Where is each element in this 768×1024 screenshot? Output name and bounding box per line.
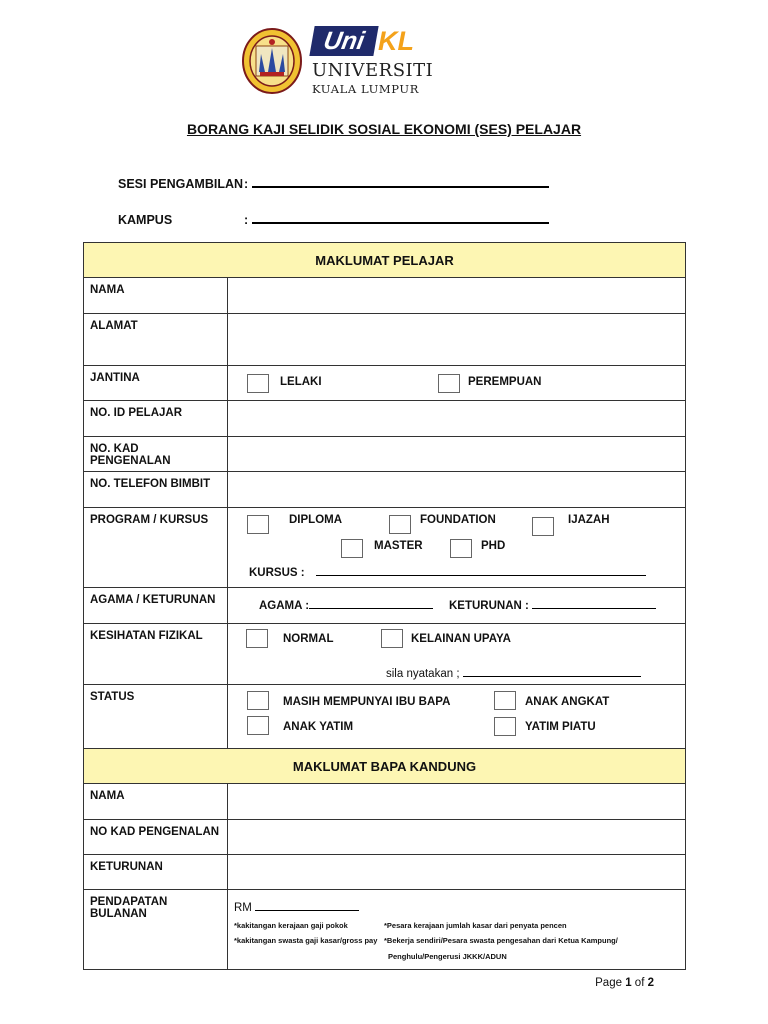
- page-word: Page: [595, 977, 622, 989]
- note-pesara-kerajaan: *Pesara kerajaan jumlah kasar dari penyata pencen: [384, 921, 567, 930]
- form-row: [84, 685, 686, 749]
- kesihatan-options: [228, 624, 686, 685]
- form-row: [84, 437, 686, 472]
- note-swasta: *kakitangan swasta gaji kasar/gross pay: [234, 936, 378, 945]
- ijazah-checkbox[interactable]: [532, 517, 554, 536]
- ijazah-label: IJAZAH: [568, 514, 610, 526]
- student-nama-label: NAMA: [84, 278, 228, 314]
- kad-pengenalan-label: NO. KAD PENGENALAN: [84, 437, 228, 472]
- form-row: [84, 401, 686, 437]
- university-logo: [242, 26, 432, 98]
- anak-yatim-checkbox[interactable]: [247, 716, 269, 735]
- keturunan-field: [449, 598, 656, 612]
- foundation-checkbox[interactable]: [389, 515, 411, 534]
- form-row: [84, 624, 686, 685]
- section-header-row: [84, 243, 686, 278]
- agama-field: [259, 598, 433, 612]
- master-checkbox[interactable]: [341, 539, 363, 558]
- section-header-row: [84, 749, 686, 784]
- brand-kl-text: KL: [378, 26, 414, 56]
- form-row: [84, 314, 686, 366]
- note-penghulu: Penghulu/Pengerusi JKKK/ADUN: [388, 952, 507, 961]
- form-row: [84, 890, 686, 970]
- anak-angkat-label: ANAK ANGKAT: [525, 696, 610, 708]
- agama-label: AGAMA :: [259, 600, 310, 612]
- lelaki-label: LELAKI: [280, 376, 322, 388]
- keturunan-input[interactable]: [532, 598, 656, 609]
- student-alamat-field[interactable]: [228, 314, 686, 366]
- kampus-input[interactable]: [252, 210, 549, 224]
- jantina-options: [228, 366, 686, 401]
- page-footer: [595, 977, 654, 989]
- lelaki-checkbox[interactable]: [247, 374, 269, 393]
- yatim-piatu-label: YATIM PIATU: [525, 721, 596, 733]
- kad-pengenalan-field[interactable]: [228, 437, 686, 472]
- program-options: [228, 508, 686, 588]
- foundation-label: FOUNDATION: [420, 514, 496, 526]
- of-word: of: [634, 977, 645, 989]
- agama-row-label: AGAMA / KETURUNAN: [84, 588, 228, 624]
- kampus-separator: :: [244, 213, 249, 227]
- anak-yatim-label: ANAK YATIM: [283, 721, 354, 733]
- ibu-bapa-checkbox[interactable]: [247, 691, 269, 710]
- father-nama-label: NAMA: [84, 784, 228, 820]
- university-city: KUALA LUMPUR: [312, 82, 419, 96]
- ibu-bapa-label: MASIH MEMPUNYAI IBU BAPA: [283, 696, 451, 708]
- pendapatan-label-line1: PENDAPATAN: [90, 896, 168, 908]
- father-keturunan-label: KETURUNAN: [84, 855, 228, 890]
- note-bekerja-sendiri: *Bekerja sendiri/Pesara swasta pengesahan dari Ketua Kampung/: [384, 936, 618, 945]
- rm-input[interactable]: [255, 900, 359, 911]
- father-keturunan-field[interactable]: [228, 855, 686, 890]
- father-kad-field[interactable]: [228, 820, 686, 855]
- university-name: UNIVERSITI: [312, 60, 434, 81]
- form-row: [84, 508, 686, 588]
- note-kerajaan: *kakitangan kerajaan gaji pokok: [234, 921, 348, 930]
- kelainan-upaya-checkbox[interactable]: [381, 629, 403, 648]
- brand-uni-text: Uni: [309, 26, 378, 56]
- telefon-label: NO. TELEFON BIMBIT: [84, 472, 228, 508]
- kursus-input[interactable]: [316, 565, 646, 576]
- status-label: STATUS: [84, 685, 228, 749]
- form-title: BORANG KAJI SELIDIK SOSIAL EKONOMI (SES) PELAJAR: [186, 121, 582, 137]
- kelainan-upaya-label: KELAINAN UPAYA: [411, 633, 511, 645]
- header-field-sesi: [118, 174, 549, 191]
- normal-checkbox[interactable]: [246, 629, 268, 648]
- total-pages: 2: [647, 977, 654, 989]
- rm-label: RM: [234, 902, 252, 914]
- kursus-label-text: KURSUS :: [249, 567, 305, 579]
- diploma-checkbox[interactable]: [247, 515, 269, 534]
- pendapatan-label-line2: BULANAN: [90, 908, 147, 920]
- header-field-kampus: [118, 210, 549, 227]
- program-label: PROGRAM / KURSUS: [84, 508, 228, 588]
- ses-form-table: [83, 242, 686, 970]
- status-options: [228, 685, 686, 749]
- normal-label: NORMAL: [283, 633, 334, 645]
- unikl-brand: [312, 26, 428, 56]
- student-nama-field[interactable]: [228, 278, 686, 314]
- specify-input[interactable]: [463, 666, 641, 677]
- university-seal-icon: [242, 28, 302, 94]
- perempuan-label: PEREMPUAN: [468, 376, 542, 388]
- student-alamat-label: ALAMAT: [84, 314, 228, 366]
- father-kad-label: NO KAD PENGENALAN: [84, 820, 228, 855]
- phd-label: PHD: [481, 540, 506, 552]
- id-pelajar-label: NO. ID PELAJAR: [84, 401, 228, 437]
- anak-angkat-checkbox[interactable]: [494, 691, 516, 710]
- specify-label: sila nyatakan ;: [386, 668, 460, 680]
- telefon-field[interactable]: [228, 472, 686, 508]
- father-nama-field[interactable]: [228, 784, 686, 820]
- form-row: [84, 784, 686, 820]
- kesihatan-label: KESIHATAN FIZIKAL: [84, 624, 228, 685]
- form-row: [84, 855, 686, 890]
- agama-fields: [228, 588, 686, 624]
- current-page: 1: [625, 977, 632, 989]
- jantina-label: JANTINA: [84, 366, 228, 401]
- sesi-label: SESI PENGAMBILAN: [118, 177, 244, 191]
- phd-checkbox[interactable]: [450, 539, 472, 558]
- form-row: [84, 278, 686, 314]
- keturunan-label: KETURUNAN :: [449, 600, 529, 612]
- pendapatan-field: [228, 890, 686, 970]
- form-row: [84, 820, 686, 855]
- sesi-separator: :: [244, 177, 249, 191]
- form-row: [84, 588, 686, 624]
- perempuan-checkbox[interactable]: [438, 374, 460, 393]
- specify-field: [386, 666, 641, 680]
- form-row: [84, 472, 686, 508]
- diploma-label: DIPLOMA: [289, 514, 343, 526]
- sesi-input[interactable]: [252, 174, 549, 188]
- agama-input[interactable]: [309, 598, 433, 609]
- master-label: MASTER: [374, 540, 423, 552]
- kursus-label: [249, 565, 646, 579]
- yatim-piatu-checkbox[interactable]: [494, 717, 516, 736]
- student-section-title: MAKLUMAT PELAJAR: [84, 243, 686, 278]
- kampus-label: KAMPUS: [118, 213, 173, 227]
- pendapatan-label: [84, 890, 228, 970]
- form-row: [84, 366, 686, 401]
- father-section-title: MAKLUMAT BAPA KANDUNG: [84, 749, 686, 784]
- rm-field: [234, 900, 359, 914]
- id-pelajar-field[interactable]: [228, 401, 686, 437]
